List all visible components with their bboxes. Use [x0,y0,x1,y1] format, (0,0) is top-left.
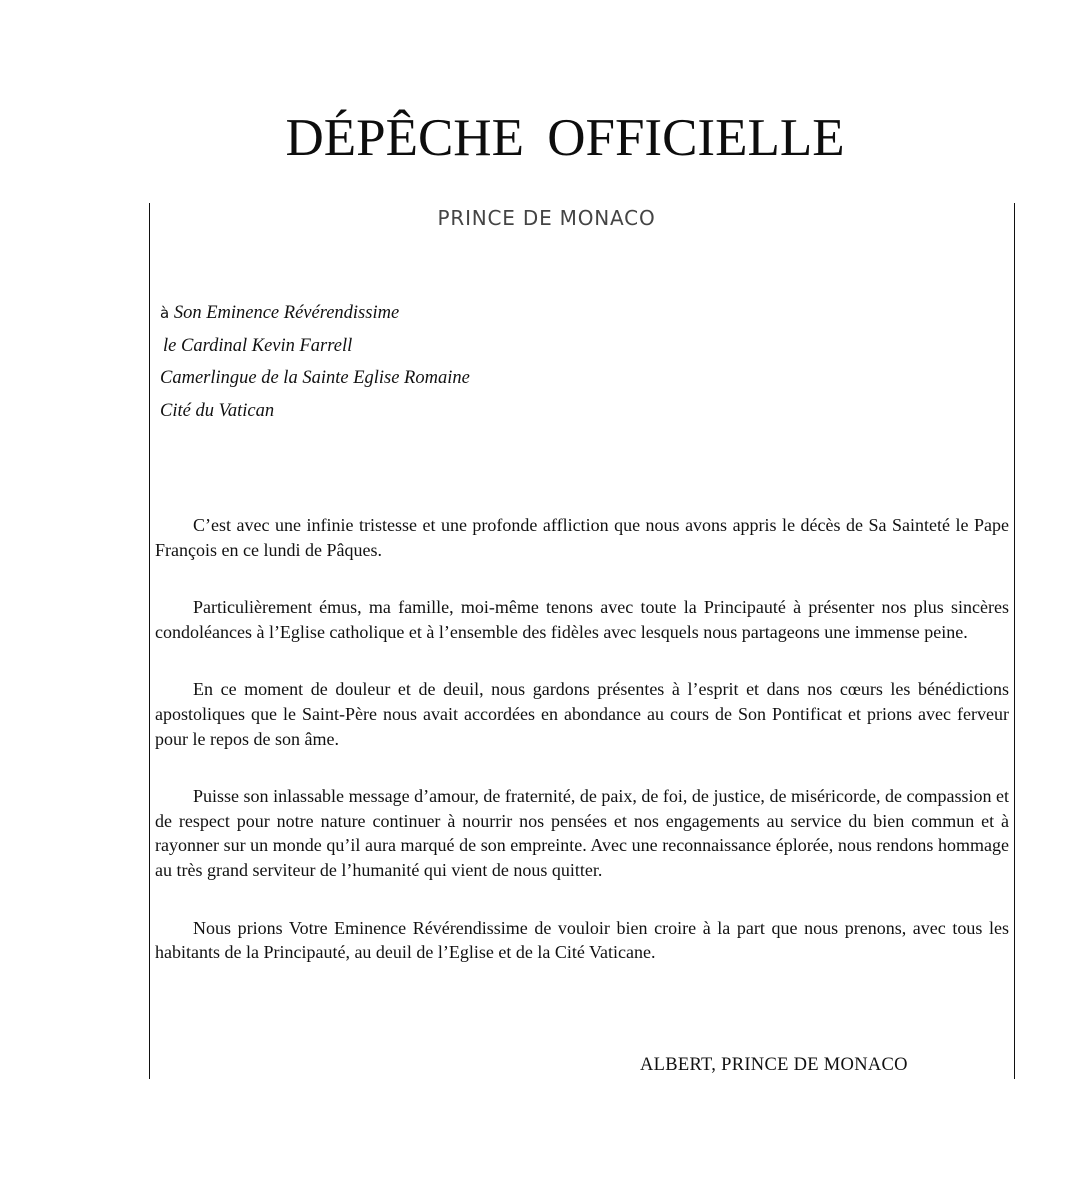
address-recipient-title: Son Eminence Révérendissime [173,303,400,323]
body-paragraph-4: Puisse son inlassable message d’amour, de fraternité, de paix, de foi, de justice, de miséricorde, de compassion et de respect pour notre nature continuer à nourrir nos pensées et nos engagements au service du bien commun et à rayonner sur un monde qu’il aura marqué de son empreinte. Avec une reconnaissance éplorée, nous rendons hommage au très grand serviteur de l’humanité qui vient de nous quitter. [155,786,1009,880]
letter-body [155,513,1009,998]
address-line-1 [160,297,470,330]
body-paragraph-1: C’est avec une infinie tristesse et une profonde affliction que nous avons appris le décès de Sa Sainteté le Pape François en ce lundi de Pâques. [155,515,1009,560]
body-paragraph-2: Particulièrement émus, ma famille, moi-même tenons avec toute la Principauté à présenter nos plus sincères condoléances à l’Eglise catholique et à l’ensemble des fidèles avec lesquels nous partageons une immense peine. [155,597,1009,642]
body-paragraph-5: Nous prions Votre Eminence Révérendissime de vouloir bien croire à la part que nous prenons, avec tous les habitants de la Principauté, au deuil de l’Eglise et de la Cité Vaticane. [155,917,1009,963]
body-paragraph-3: En ce moment de douleur et de deuil, nous gardons présentes à l’esprit et dans nos cœurs les bénédictions apostoliques que le Saint-Père nous avait accordées en abondance au cours de Son Pontificat et prions avec ferveur pour le repos de son âme. [155,679,1009,749]
left-border-line [149,203,150,1079]
right-border-line [1014,203,1015,1079]
document-title: DÉPÊCHE OFFICIELLE [285,109,845,167]
address-line-4: Cité du Vatican [160,400,275,421]
address-prefix: à [160,304,170,322]
sender-heading: PRINCE DE MONACO [437,206,656,230]
address-line-2: le Cardinal Kevin Farrell [163,335,353,356]
recipient-address-block [160,297,470,427]
signature: ALBERT, PRINCE DE MONACO [640,1055,908,1075]
address-line-3: Camerlingue de la Sainte Eglise Romaine [160,368,470,388]
